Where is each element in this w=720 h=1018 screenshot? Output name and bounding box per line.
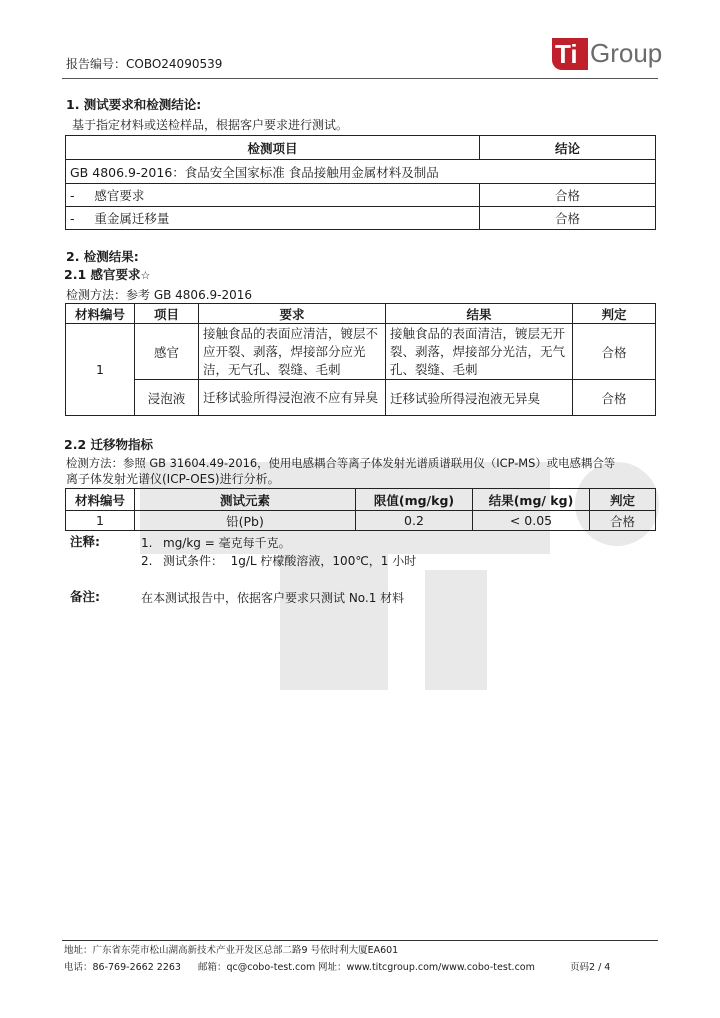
footer-phone: 电话：86-769-2662 2263 [64,962,181,973]
conclusion-header-result: 结论 [480,136,656,160]
logo-ti-box [552,38,588,70]
remark-text: 在本测试报告中，依据客户要求只测试 No.1 材料 [141,591,405,605]
migration-result: < 0.05 [473,511,590,531]
star-icon: ☆ [140,269,151,282]
section1-title: 1. 测试要求和检测结论: [66,97,202,112]
migration-header-element: 测试元素 [135,489,356,511]
migration-header-limit: 限值(mg/kg) [356,489,473,511]
migration-method-line2: 离子体发射光谱仪(ICP-OES)进行分析。 [66,472,280,486]
migration-title: 2.2 迁移物指标 [64,437,153,452]
sensory-material-no: 1 [66,324,135,416]
section1-intro: 基于指定材料或送检样品，根据客户要求进行测试。 [72,118,349,132]
sensory-item: 感官 [135,324,199,380]
remark-label: 备注: [70,589,100,604]
migration-header-material: 材料编号 [66,489,135,511]
sensory-requirement: 迁移试验所得浸泡液不应有异臭 [199,380,386,416]
migration-header-result: 结果(mg/ kg) [473,489,590,511]
footer-address: 地址：广东省东莞市松山湖高新技术产业开发区总部二路9 号依时利大厦EA601 [64,945,399,956]
note-2: 测试条件： 1g/L 柠檬酸溶液，100℃，1 小时 [163,554,417,568]
watermark-i-stem [425,570,487,690]
sensory-header-item: 项目 [135,304,199,324]
sensory-header-result: 结果 [386,304,573,324]
conclusion-item: - 感官要求 [66,184,480,207]
footer-website: 网址：www.titcgroup.com/www.cobo-test.com [318,962,535,973]
section2-title: 2. 检测结果: [66,249,139,264]
header-rule [62,78,658,79]
sensory-header-requirement: 要求 [199,304,386,324]
sensory-verdict: 合格 [573,380,656,416]
notes-label: 注释: [70,534,100,549]
logo-group-text: Group [590,38,663,68]
migration-header-verdict: 判定 [590,489,656,511]
sensory-result: 迁移试验所得浸泡液无异臭 [386,380,573,416]
conclusion-result: 合格 [480,184,656,207]
sensory-method: 检测方法：参考 GB 4806.9-2016 [66,288,253,302]
migration-limit: 0.2 [356,511,473,531]
migration-table [65,488,656,531]
sensory-requirement: 接触食品的表面应清洁，镀层不应开裂、剥落，焊接部分应光洁，无气孔、裂缝、毛刺 [199,324,386,380]
conclusion-result: 合格 [480,207,656,230]
note-2-number: 2. [141,554,153,568]
note-1: mg/kg = 毫克每千克。 [163,536,291,550]
migration-verdict: 合格 [590,511,656,531]
migration-element: 铅(Pb) [135,511,356,531]
standard-row: GB 4806.9-2016：食品安全国家标准 食品接触用金属材料及制品 [66,160,656,184]
footer-page: 页码2 / 4 [570,962,611,973]
note-1-number: 1. [141,536,153,550]
migration-method-line1: 检测方法：参照 GB 31604.49-2016，使用电感耦合等离子体发射光谱质谱联用仪（ICP-MS）或电感耦合等 [66,456,616,470]
sensory-header-verdict: 判定 [573,304,656,324]
footer-email: 邮箱：qc@cobo-test.com [198,962,316,973]
migration-material-no: 1 [66,511,135,531]
sensory-header-material: 材料编号 [66,304,135,324]
sensory-title-text: 2.1 感官要求 [64,267,141,282]
sensory-title [64,267,150,284]
report-number: 报告编号：COBO24090539 [66,57,223,71]
sensory-item: 浸泡液 [135,380,199,416]
sensory-result: 接触食品的表面清洁，镀层无开裂、剥落，焊接部分光洁，无气孔、裂缝、毛刺 [386,324,573,380]
sensory-verdict: 合格 [573,324,656,380]
sensory-table [65,303,656,416]
logo [552,38,663,72]
footer-rule [62,940,658,941]
logo-ti-text: Ti [555,39,578,69]
conclusion-table [65,135,656,230]
conclusion-header-item: 检测项目 [66,136,480,160]
conclusion-item: - 重金属迁移量 [66,207,480,230]
